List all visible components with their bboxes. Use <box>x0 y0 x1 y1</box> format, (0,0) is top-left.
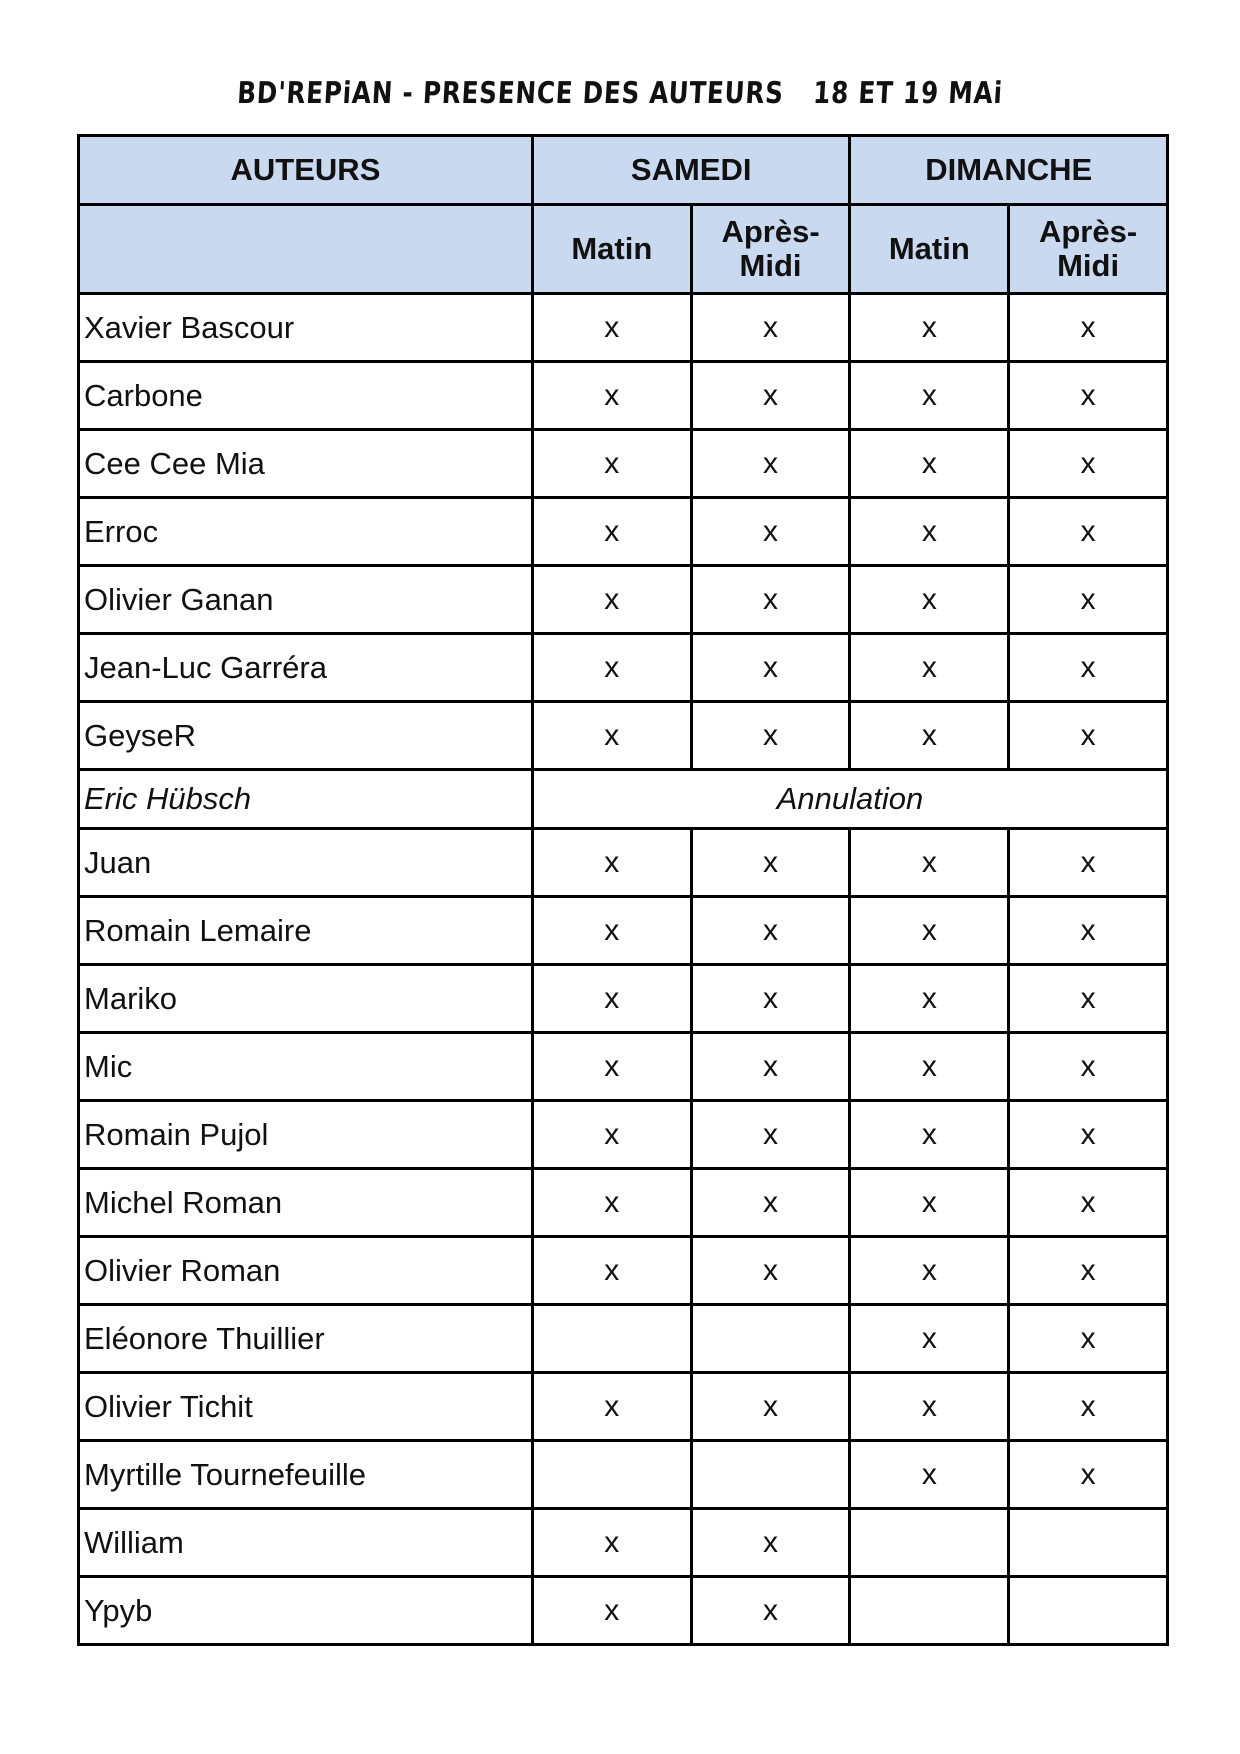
header-dimanche-apres-line2: Midi <box>1057 248 1120 283</box>
presence-mark-samedi-matin <box>532 1305 691 1373</box>
title-date: 18 ET 19 MAi <box>812 76 1004 111</box>
presence-mark-dimanche-apres-midi: x <box>1009 566 1168 634</box>
presence-mark-samedi-apres-midi <box>691 1441 850 1509</box>
table-row <box>79 1441 1168 1509</box>
presence-mark-samedi-matin: x <box>532 829 691 897</box>
presence-mark-dimanche-matin: x <box>850 498 1009 566</box>
author-name: Michel Roman <box>79 1169 533 1237</box>
presence-mark-dimanche-matin: x <box>850 566 1009 634</box>
header-dimanche: DIMANCHE <box>850 136 1168 205</box>
presence-mark-samedi-matin: x <box>532 702 691 770</box>
presence-mark-dimanche-apres-midi: x <box>1009 1033 1168 1101</box>
presence-mark-dimanche-matin: x <box>850 965 1009 1033</box>
presence-mark-dimanche-apres-midi: x <box>1009 294 1168 362</box>
table-row <box>79 634 1168 702</box>
author-name: Eric Hübsch <box>79 770 533 829</box>
presence-mark-samedi-matin: x <box>532 897 691 965</box>
presence-mark-samedi-matin: x <box>532 430 691 498</box>
presence-mark-samedi-apres-midi: x <box>691 702 850 770</box>
presence-mark-samedi-matin: x <box>532 498 691 566</box>
table-row <box>79 498 1168 566</box>
presence-mark-samedi-matin: x <box>532 1577 691 1645</box>
header-row-periods <box>79 205 1168 294</box>
presence-mark-samedi-apres-midi: x <box>691 1509 850 1577</box>
table-row <box>79 1509 1168 1577</box>
presence-mark-dimanche-apres-midi <box>1009 1509 1168 1577</box>
presence-mark-dimanche-matin: x <box>850 1169 1009 1237</box>
presence-mark-dimanche-apres-midi: x <box>1009 1101 1168 1169</box>
author-name: Romain Pujol <box>79 1101 533 1169</box>
table-row <box>79 1373 1168 1441</box>
presence-mark-dimanche-matin: x <box>850 1373 1009 1441</box>
header-samedi-apres-line1: Après- <box>721 214 820 249</box>
header-row-days <box>79 136 1168 205</box>
presence-mark-samedi-apres-midi: x <box>691 1033 850 1101</box>
author-name: Carbone <box>79 362 533 430</box>
presence-mark-samedi-matin: x <box>532 1237 691 1305</box>
presence-mark-dimanche-apres-midi <box>1009 1577 1168 1645</box>
table-row <box>79 897 1168 965</box>
header-dimanche-apres-line1: Après- <box>1038 214 1138 249</box>
presence-mark-samedi-matin: x <box>532 965 691 1033</box>
author-name: Eléonore Thuillier <box>79 1305 533 1373</box>
presence-mark-dimanche-matin: x <box>850 897 1009 965</box>
author-name: Olivier Tichit <box>79 1373 533 1441</box>
presence-mark-dimanche-apres-midi: x <box>1009 965 1168 1033</box>
presence-mark-dimanche-matin <box>850 1509 1009 1577</box>
author-name: Juan <box>79 829 533 897</box>
presence-mark-dimanche-apres-midi: x <box>1009 362 1168 430</box>
presence-mark-samedi-apres-midi: x <box>691 1101 850 1169</box>
presence-mark-samedi-matin: x <box>532 294 691 362</box>
title-main: BD'REPiAN - PRESENCE DES AUTEURS <box>236 76 785 111</box>
table-row <box>79 702 1168 770</box>
author-name: Jean-Luc Garréra <box>79 634 533 702</box>
header-empty-cell <box>79 205 533 294</box>
presence-mark-samedi-matin: x <box>532 1373 691 1441</box>
presence-mark-dimanche-apres-midi: x <box>1009 634 1168 702</box>
header-samedi-apres-midi <box>691 205 850 294</box>
presence-mark-dimanche-matin: x <box>850 1033 1009 1101</box>
presence-mark-dimanche-apres-midi: x <box>1009 1237 1168 1305</box>
header-dimanche-matin: Matin <box>850 205 1009 294</box>
author-name: Myrtille Tournefeuille <box>79 1441 533 1509</box>
table-row <box>79 1237 1168 1305</box>
author-name: Mic <box>79 1033 533 1101</box>
presence-mark-samedi-apres-midi: x <box>691 1373 850 1441</box>
presence-mark-samedi-apres-midi: x <box>691 294 850 362</box>
cancellation-note: Annulation <box>532 770 1167 829</box>
presence-mark-dimanche-matin: x <box>850 1101 1009 1169</box>
presence-mark-dimanche-matin: x <box>850 294 1009 362</box>
presence-mark-samedi-apres-midi: x <box>691 498 850 566</box>
presence-mark-dimanche-apres-midi: x <box>1009 430 1168 498</box>
presence-mark-dimanche-apres-midi: x <box>1009 498 1168 566</box>
header-samedi: SAMEDI <box>532 136 850 205</box>
presence-mark-dimanche-apres-midi: x <box>1009 1169 1168 1237</box>
presence-mark-dimanche-matin: x <box>850 1237 1009 1305</box>
author-name: Olivier Roman <box>79 1237 533 1305</box>
table-row <box>79 829 1168 897</box>
presence-mark-samedi-matin: x <box>532 566 691 634</box>
presence-mark-dimanche-apres-midi: x <box>1009 897 1168 965</box>
presence-mark-dimanche-apres-midi: x <box>1009 702 1168 770</box>
presence-mark-samedi-matin: x <box>532 634 691 702</box>
presence-mark-dimanche-apres-midi: x <box>1009 829 1168 897</box>
header-auteurs: AUTEURS <box>79 136 533 205</box>
table-row <box>79 1033 1168 1101</box>
table-row <box>79 1169 1168 1237</box>
presence-mark-dimanche-matin: x <box>850 702 1009 770</box>
presence-mark-samedi-apres-midi: x <box>691 634 850 702</box>
page-title <box>111 76 1130 111</box>
presence-mark-dimanche-matin: x <box>850 1305 1009 1373</box>
author-name: William <box>79 1509 533 1577</box>
presence-mark-dimanche-matin: x <box>850 430 1009 498</box>
author-name: Mariko <box>79 965 533 1033</box>
presence-mark-samedi-apres-midi: x <box>691 566 850 634</box>
author-name: Erroc <box>79 498 533 566</box>
presence-mark-samedi-apres-midi <box>691 1305 850 1373</box>
table-row <box>79 362 1168 430</box>
author-name: Xavier Bascour <box>79 294 533 362</box>
presence-mark-samedi-matin <box>532 1441 691 1509</box>
table-row <box>79 1101 1168 1169</box>
table-row <box>79 1577 1168 1645</box>
presence-mark-samedi-matin: x <box>532 1101 691 1169</box>
author-name: Olivier Ganan <box>79 566 533 634</box>
presence-mark-dimanche-apres-midi: x <box>1009 1305 1168 1373</box>
presence-mark-samedi-apres-midi: x <box>691 430 850 498</box>
presence-table <box>77 134 1169 1646</box>
header-dimanche-apres-midi <box>1009 205 1168 294</box>
presence-mark-dimanche-matin: x <box>850 634 1009 702</box>
author-name: Cee Cee Mia <box>79 430 533 498</box>
presence-mark-dimanche-matin: x <box>850 1441 1009 1509</box>
author-name: Romain Lemaire <box>79 897 533 965</box>
presence-mark-samedi-matin: x <box>532 1033 691 1101</box>
presence-mark-dimanche-apres-midi: x <box>1009 1441 1168 1509</box>
presence-mark-dimanche-matin <box>850 1577 1009 1645</box>
table-row <box>79 430 1168 498</box>
presence-mark-samedi-matin: x <box>532 1169 691 1237</box>
table-row <box>79 1305 1168 1373</box>
table-row <box>79 770 1168 829</box>
presence-mark-samedi-apres-midi: x <box>691 362 850 430</box>
presence-mark-dimanche-matin: x <box>850 362 1009 430</box>
presence-mark-dimanche-matin: x <box>850 829 1009 897</box>
author-rows <box>79 294 1168 1645</box>
author-name: Ypyb <box>79 1577 533 1645</box>
table-row <box>79 566 1168 634</box>
presence-mark-samedi-matin: x <box>532 1509 691 1577</box>
presence-mark-samedi-apres-midi: x <box>691 965 850 1033</box>
presence-mark-dimanche-apres-midi: x <box>1009 1373 1168 1441</box>
header-samedi-apres-line2: Midi <box>739 248 802 283</box>
table-row <box>79 294 1168 362</box>
presence-mark-samedi-apres-midi: x <box>691 829 850 897</box>
presence-mark-samedi-matin: x <box>532 362 691 430</box>
presence-mark-samedi-apres-midi: x <box>691 897 850 965</box>
presence-mark-samedi-apres-midi: x <box>691 1169 850 1237</box>
header-samedi-matin: Matin <box>532 205 691 294</box>
author-name: GeyseR <box>79 702 533 770</box>
presence-mark-samedi-apres-midi: x <box>691 1577 850 1645</box>
table-row <box>79 965 1168 1033</box>
presence-mark-samedi-apres-midi: x <box>691 1237 850 1305</box>
